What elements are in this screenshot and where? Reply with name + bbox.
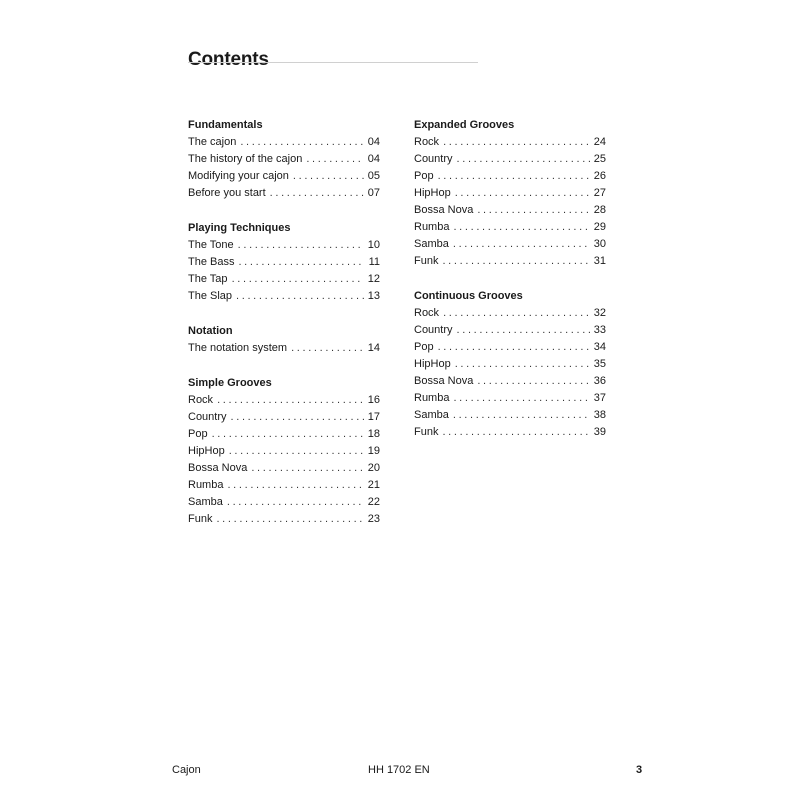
toc-entry-title: Funk — [414, 255, 439, 267]
toc-entry[interactable] — [414, 373, 606, 390]
dot-leader — [236, 288, 364, 305]
toc-section — [188, 220, 380, 305]
dot-leader — [443, 305, 590, 322]
toc-entry-page: 33 — [593, 324, 606, 336]
toc-section — [414, 117, 606, 270]
toc-entry-page: 04 — [367, 153, 380, 165]
toc-entry-title: HipHop — [414, 187, 451, 199]
toc-entry-title: Country — [414, 153, 453, 165]
toc-entry[interactable] — [414, 390, 606, 407]
toc-entry-title: The Slap — [188, 290, 233, 302]
dot-leader — [457, 151, 590, 168]
toc-entry-page: 05 — [367, 170, 380, 182]
toc-entry-page: 11 — [368, 256, 380, 268]
dot-leader — [270, 185, 364, 202]
toc-entry-title: Country — [188, 411, 227, 423]
footer-book-title: Cajon — [172, 764, 201, 776]
toc-entry-title: Funk — [188, 513, 213, 525]
toc-entry-page: 35 — [593, 358, 606, 370]
toc-entry-page: 04 — [367, 136, 380, 148]
toc-entry-title: Modifying your cajon — [188, 170, 289, 182]
dot-leader — [455, 356, 590, 373]
toc-entry[interactable] — [188, 511, 380, 528]
title-divider — [188, 62, 478, 63]
section-heading: Simple Grooves — [188, 377, 272, 389]
dot-leader — [238, 237, 364, 254]
toc-section — [414, 288, 606, 441]
toc-entry-page: 29 — [593, 221, 606, 233]
toc-entry-title: Before you start — [188, 187, 266, 199]
dot-leader — [212, 426, 364, 443]
dot-leader — [442, 424, 589, 441]
toc-entry[interactable] — [414, 134, 606, 151]
toc-entry-title: Samba — [414, 238, 449, 250]
toc-entry-title: Rumba — [414, 221, 450, 233]
dot-leader — [306, 151, 363, 168]
toc-entry[interactable] — [414, 322, 606, 339]
toc-entry-title: Samba — [188, 496, 223, 508]
toc-entry-title: The Tone — [188, 239, 234, 251]
dot-leader — [453, 407, 590, 424]
toc-column-right — [414, 117, 606, 459]
toc-entry-page: 12 — [367, 273, 380, 285]
toc-entry[interactable] — [188, 254, 380, 271]
toc-entry-title: Rumba — [414, 392, 450, 404]
toc-entry[interactable] — [188, 443, 380, 460]
toc-entry[interactable] — [188, 460, 380, 477]
toc-entry[interactable] — [188, 168, 380, 185]
toc-entry[interactable] — [188, 288, 380, 305]
toc-entry[interactable] — [188, 134, 380, 151]
dot-leader — [240, 134, 363, 151]
dot-leader — [238, 254, 364, 271]
toc-entry-page: 07 — [367, 187, 380, 199]
page-title: Contents — [188, 48, 269, 70]
dot-leader — [293, 168, 364, 185]
toc-entry[interactable] — [414, 407, 606, 424]
dot-leader — [227, 494, 364, 511]
toc-entry-page: 25 — [593, 153, 606, 165]
toc-entry-page: 32 — [593, 307, 606, 319]
footer-catalog-number: HH 1702 EN — [368, 764, 430, 776]
toc-entry[interactable] — [414, 339, 606, 356]
section-heading: Notation — [188, 325, 233, 337]
toc-section — [188, 117, 380, 202]
toc-entry[interactable] — [188, 409, 380, 426]
toc-entry-title: HipHop — [188, 445, 225, 457]
toc-entry-page: 18 — [367, 428, 380, 440]
toc-entry-page: 21 — [367, 479, 380, 491]
dot-leader — [232, 271, 364, 288]
dot-leader — [477, 202, 589, 219]
dot-leader — [453, 219, 589, 236]
toc-entry-page: 38 — [593, 409, 606, 421]
toc-entry-title: Country — [414, 324, 453, 336]
toc-entry[interactable] — [414, 202, 606, 219]
toc-entry-title: Pop — [188, 428, 208, 440]
toc-entry-title: HipHop — [414, 358, 451, 370]
toc-entry-page: 14 — [367, 342, 380, 354]
dot-leader — [438, 339, 590, 356]
toc-section — [188, 375, 380, 528]
toc-entry-page: 28 — [593, 204, 606, 216]
dot-leader — [217, 392, 364, 409]
toc-entry-title: The cajon — [188, 136, 237, 148]
dot-leader — [453, 236, 590, 253]
section-heading: Playing Techniques — [188, 222, 291, 234]
toc-entry-title: Samba — [414, 409, 449, 421]
toc-entry-title: The notation system — [188, 342, 288, 354]
toc-entry-page: 30 — [593, 238, 606, 250]
toc-entry-page: 31 — [593, 255, 606, 267]
toc-entry-page: 39 — [593, 426, 606, 438]
toc-entry[interactable] — [188, 271, 380, 288]
toc-entry[interactable] — [188, 185, 380, 202]
toc-entry-title: The Tap — [188, 273, 228, 285]
dot-leader — [438, 168, 590, 185]
section-heading: Expanded Grooves — [414, 119, 515, 131]
toc-entry[interactable] — [414, 305, 606, 322]
toc-entry-page: 20 — [367, 462, 380, 474]
dot-leader — [216, 511, 363, 528]
dot-leader — [231, 409, 364, 426]
toc-entry-page: 16 — [367, 394, 380, 406]
dot-leader — [251, 460, 363, 477]
dot-leader — [227, 477, 363, 494]
toc-entry-page: 26 — [593, 170, 606, 182]
toc-entry[interactable] — [188, 237, 380, 254]
toc-entry-page: 19 — [367, 445, 380, 457]
toc-entry-title: Pop — [414, 170, 434, 182]
toc-entry-title: Funk — [414, 426, 439, 438]
toc-entry-page: 23 — [367, 513, 380, 525]
toc-entry-title: Rock — [414, 136, 440, 148]
toc-entry-page: 36 — [593, 375, 606, 387]
toc-entry-page: 24 — [593, 136, 606, 148]
toc-entry[interactable] — [414, 424, 606, 441]
toc-entry[interactable] — [414, 151, 606, 168]
dot-leader — [291, 340, 364, 357]
toc-section — [188, 323, 380, 357]
dot-leader — [229, 443, 364, 460]
toc-entry-title: The history of the cajon — [188, 153, 303, 165]
toc-entry-title: Bossa Nova — [188, 462, 248, 474]
toc-entry[interactable] — [414, 236, 606, 253]
toc-entry[interactable] — [414, 185, 606, 202]
toc-entry[interactable] — [188, 477, 380, 494]
footer-page-number: 3 — [636, 764, 643, 776]
toc-entry[interactable] — [414, 219, 606, 236]
toc-entry-title: Rumba — [188, 479, 224, 491]
dot-leader — [455, 185, 590, 202]
toc-entry[interactable] — [188, 340, 380, 357]
dot-leader — [442, 253, 589, 270]
toc-entry-page: 37 — [593, 392, 606, 404]
toc-entry[interactable] — [188, 494, 380, 511]
dot-leader — [443, 134, 590, 151]
toc-entry-page: 22 — [367, 496, 380, 508]
toc-entry-title: Bossa Nova — [414, 375, 474, 387]
toc-entry[interactable] — [414, 356, 606, 373]
toc-entry-title: Pop — [414, 341, 434, 353]
toc-entry[interactable] — [188, 151, 380, 168]
dot-leader — [453, 390, 589, 407]
dot-leader — [457, 322, 590, 339]
toc-entry-page: 27 — [593, 187, 606, 199]
toc-entry[interactable] — [188, 392, 380, 409]
toc-entry-page: 10 — [367, 239, 380, 251]
toc-entry[interactable] — [414, 168, 606, 185]
toc-entry[interactable] — [414, 253, 606, 270]
toc-column-left — [188, 117, 380, 546]
toc-entry-title: Rock — [414, 307, 440, 319]
section-heading: Fundamentals — [188, 119, 263, 131]
toc-entry[interactable] — [188, 426, 380, 443]
toc-entry-page: 17 — [367, 411, 380, 423]
toc-entry-page: 34 — [593, 341, 606, 353]
toc-entry-title: The Bass — [188, 256, 235, 268]
dot-leader — [477, 373, 589, 390]
toc-entry-page: 13 — [367, 290, 380, 302]
toc-entry-title: Bossa Nova — [414, 204, 474, 216]
toc-entry-title: Rock — [188, 394, 214, 406]
section-heading: Continuous Grooves — [414, 290, 523, 302]
